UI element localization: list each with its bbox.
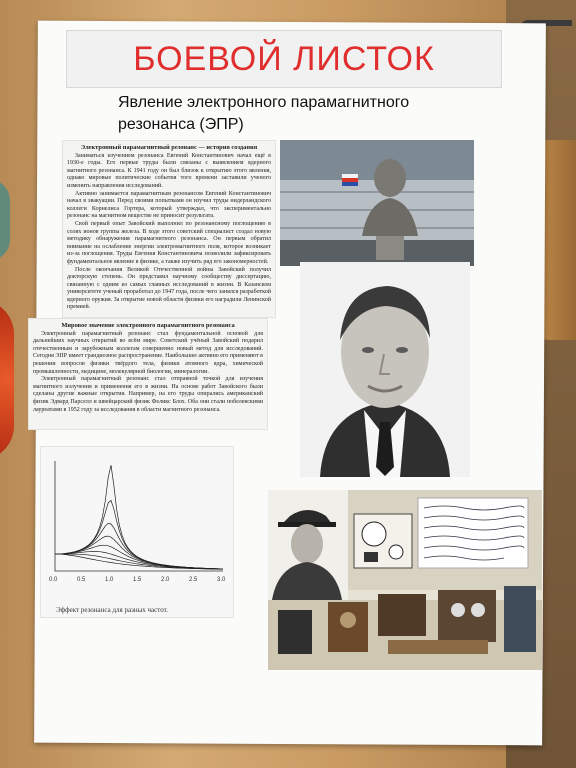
- x-tick-label: 0.5: [77, 577, 86, 583]
- history-paragraph: После окончания Великой Отечественной войны Завойский получил докторскую степень. Он представил научному сообществу диссертацию, связанную с одним из самых главных исследований в жизни. В Казанском университете ученый проработал до 1947 года, после чего занялся разработкой ядерного оружия. За открытие новой области физики его наградили Ленинской премией.: [67, 266, 271, 311]
- red-object: [0, 300, 14, 460]
- significance-heading: Мировое значение электронного парамагнитного резонанса: [61, 322, 235, 329]
- history-text-box: [62, 140, 276, 318]
- bust-photo: [280, 140, 474, 266]
- x-tick-label: 2.5: [189, 577, 198, 583]
- graph-caption: Эффект резонанса для разных частот.: [56, 606, 168, 614]
- resonance-curve: [55, 554, 223, 569]
- title-strip: [66, 30, 502, 88]
- significance-paragraph: Электронный парамагнитный резонанс стал отправной точкой для изучения магнитного излучения и применения его в жизни. На основе работ Завойского были сделаны другие важные открытия. Например, на его труды опирались американский физик Эдвард Парселл и швейцарский физик Феликс Блох. Оба они стали нобелевскими лауреатами в 1952 году за исследования в области магнитного резонанса.: [33, 376, 263, 413]
- bust-photo-art: [280, 140, 474, 266]
- significance-text-box: [28, 318, 268, 430]
- portrait-art: [300, 262, 470, 477]
- x-tick-label: 2.0: [161, 577, 170, 583]
- lab-collage-art: [268, 490, 542, 670]
- x-tick-label: 0.0: [49, 577, 58, 583]
- history-heading: Электронный парамагнитный резонанс — история создания: [80, 144, 258, 151]
- portrait-photo: [300, 262, 470, 477]
- poster-subtitle: Явление электронного парамагнитного резонанса (ЭПР): [118, 94, 410, 133]
- history-paragraph: Заниматься изучением резонанса Евгений Константинович начал ещё в 1930-е годы. Его первые труды были связаны с выявлением ядерного магнитного резонанса. К 1941 году он был близок к открытию этого явления, однако мировые политические события того времени заставили ученого изменить направления исследований.: [67, 152, 271, 189]
- resonance-curve: [55, 554, 223, 569]
- x-tick-label: 1.5: [133, 577, 142, 583]
- resonance-graph-svg: [41, 447, 235, 597]
- poster-title: БОЕВОЙ ЛИСТОК: [133, 39, 435, 78]
- resonance-curve: [55, 465, 223, 569]
- significance-paragraph: Электронный парамагнитный резонанс стал фундаментальной основой для дальнейших научных открытий во всём мире. Советский учёный Завойский подарил отечественным и зарубежным коллегам совершенно новый метод для исследований. Сегодня ЭПР имеет грандиозное распространение. Наибольшее активно его применяют в решении вопросов физики твёрдого тела, физики атомного ядра, химической промышленности, медицине, молекулярной биологии, минералогии.: [33, 330, 263, 375]
- resonance-graph: [40, 446, 234, 618]
- lab-collage-photo: [268, 490, 542, 670]
- history-paragraph: Свой первый опыт Завойский выполнил по резонансному поглощению в солях ионов группы железа. В ходе этого советский специалист создал новую методику обнаружения парамагнитного резонанса. Он первым обратил внимание на ослабление энергии электромагнитного поля, которое возникает из-за поглощения. Труды Евгения Константиновича позволили зафиксировать фундаментальное явление в физике, а также изучить ряд его закономерностей.: [67, 220, 271, 265]
- x-tick-label: 1.0: [105, 577, 114, 583]
- x-tick-label: 3.0: [217, 577, 226, 583]
- history-paragraph: Активно занимается парамагнитным резонансом Евгений Константинович начал в эвакуации. Перед своими попытками он изучил труды нидерландского коллеги Корнелиса Гортера, который утверждал, что экспериментально резонанс на магнитном веществе не приносит результата.: [67, 190, 271, 220]
